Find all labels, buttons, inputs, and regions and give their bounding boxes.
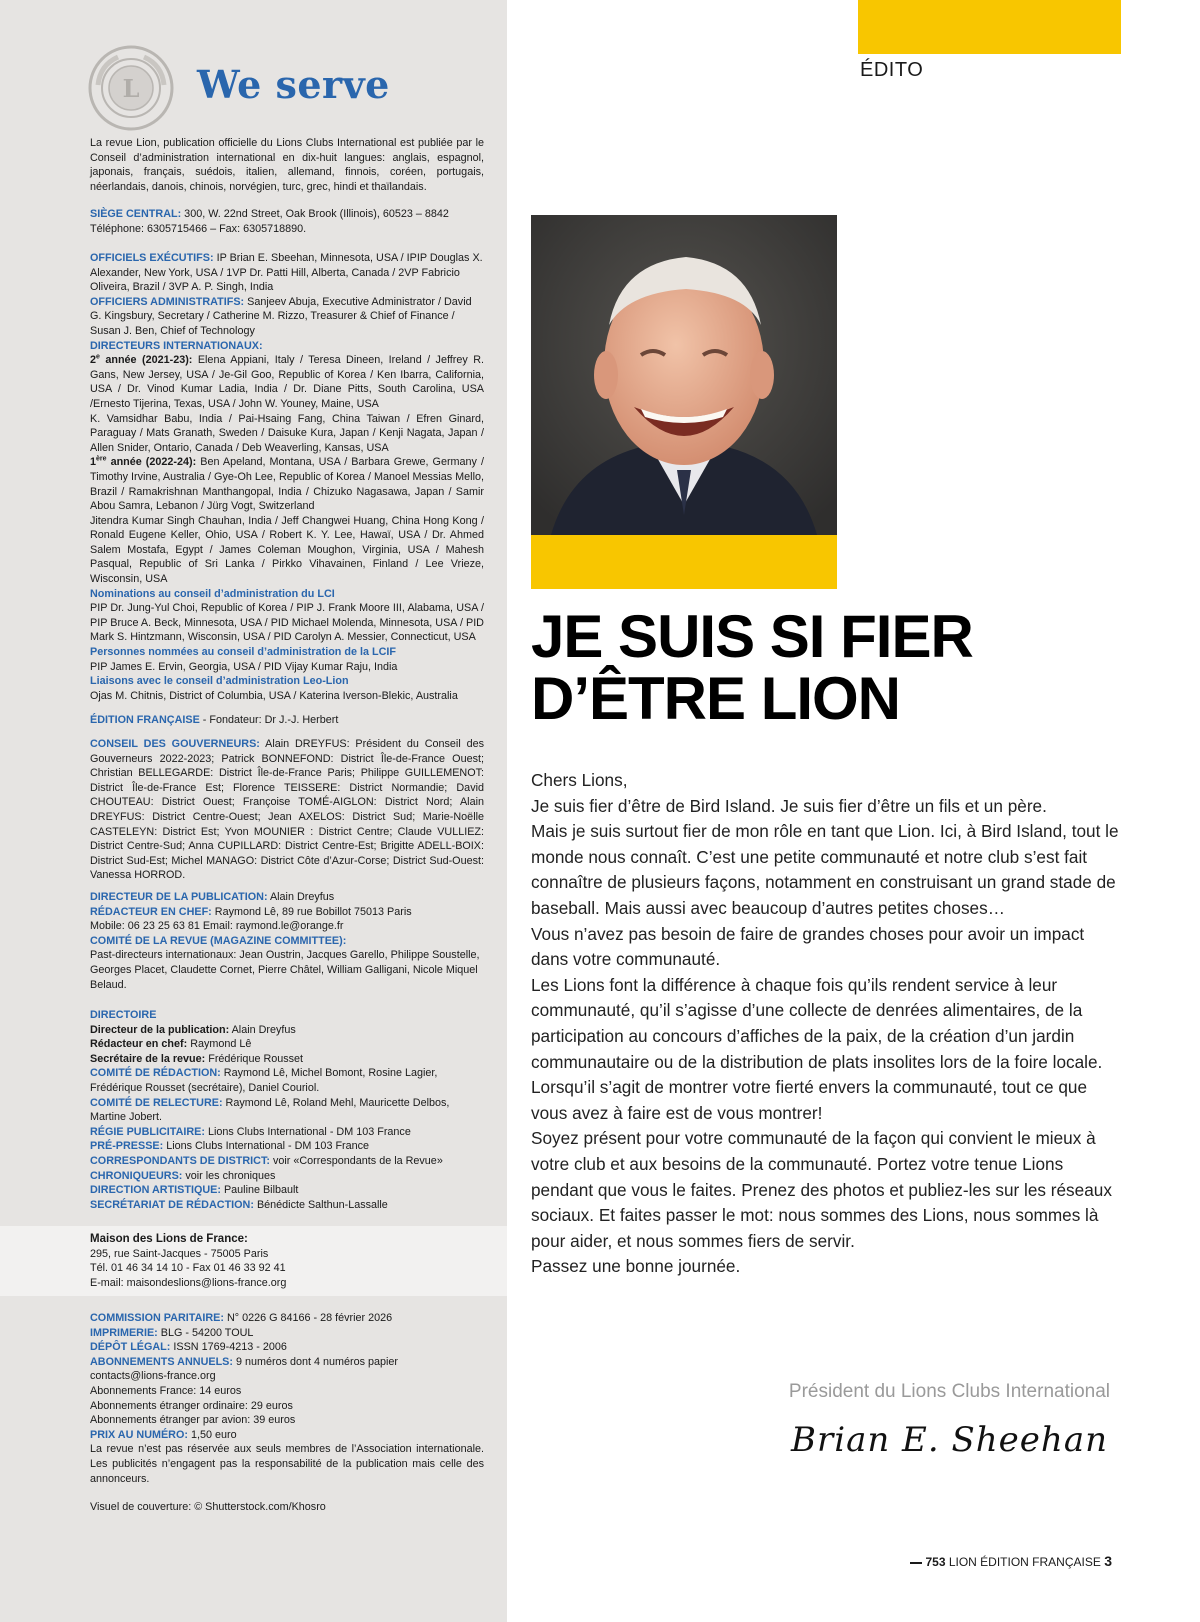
edition-block	[90, 713, 484, 728]
redac-contact: Mobile: 06 23 25 63 81 Email: raymond.le@orange.fr	[90, 920, 344, 933]
edito-paragraph: Je suis fier d’être de Bird Island. Je suis fier d’être un fils et un père.	[531, 795, 1047, 816]
siege-label: SIÈGE CENTRAL:	[90, 208, 182, 220]
annee2-label: année (2021-23):	[99, 354, 193, 367]
liaisons-text: Ojas M. Chitnis, District of Columbia, USA / Katerina Iverson-Blekic, Australia	[90, 689, 458, 702]
section-tab	[858, 0, 1121, 54]
edito-paragraph: Chers Lions,	[531, 770, 628, 790]
edition-label: ÉDITION FRANÇAISE	[90, 714, 200, 726]
portrait-illustration	[531, 215, 837, 535]
signature: Brian E. Sheehan	[790, 1420, 1108, 1460]
conseil-label: CONSEIL DES GOUVERNEURS:	[90, 738, 260, 750]
redaction-label: COMITÉ DE RÉDACTION:	[90, 1067, 221, 1080]
dir3-label: Secrétaire de la revue:	[90, 1052, 206, 1065]
maison-address: 295, rue Saint-Jacques - 75005 Paris	[90, 1247, 269, 1260]
annee2-sup: e	[96, 353, 100, 361]
nominations-label: Nominations au conseil d’administration du LCI	[90, 587, 335, 600]
annee1-text2: Jitendra Kumar Singh Chauhan, India / Jeff Changwei Huang, China Hong Kong / Ronald Eugene Keller, Ohio, USA / Robert K. Y. Lee, Hawaï, USA / Dr. Ahmed Salem Mostafa, Egypt / James Coleman Moughon, Virginia, USA / Mahesh Pasqual, Republic of Sri Lanka / Pirkko Vihavainen, Finland / Lee Vrieze, Wisconsin, USA	[90, 514, 484, 586]
officers-block	[90, 251, 484, 703]
abo-avion: Abonnements étranger par avion: 39 euros	[90, 1414, 296, 1427]
prix-text: 1,50 euro	[187, 1428, 237, 1441]
lions-logo	[88, 45, 174, 131]
cover-credit: Visuel de couverture: © Shutterstock.com/Khosro	[90, 1501, 326, 1514]
abonnements-text: 9 numéros dont 4 numéros papier	[232, 1355, 399, 1368]
section-label: ÉDITO	[860, 59, 924, 81]
prepresse-label: PRÉ-PRESSE:	[90, 1140, 164, 1153]
dirpub-label: DIRECTEUR DE LA PUBLICATION:	[90, 891, 268, 903]
edito-paragraph: Mais je suis surtout fier de mon rôle en tant que Lion. Ici, à Bird Island, tout le monde nous connaît. C’est une petite communauté et notre club s’est fait connaître de plusieurs façons, notamment en construisant un grand stade de baseball. Mais aussi avec beaucoup d’autres petites choses…	[531, 821, 1119, 918]
liaisons-label: Liaisons avec le conseil d’administration Leo-Lion	[90, 675, 349, 688]
annee1-num: 1	[90, 456, 97, 469]
imprimerie-label: IMPRIMERIE:	[90, 1326, 158, 1339]
officiels-label: OFFICIELS EXÉCUTIFS:	[90, 252, 214, 264]
edito-paragraph: Les Lions font la différence à chaque fois qu’ils rendent service à leur communauté, qu’il s’agisse d’une collecte de denrées alimentaires, de la participation au concours d’affiches de la paix, de la création d’un jardin communautaire ou de la distribution de plats insolites lors de la foire locale. Lorsqu’il s’agit de montrer votre fierté envers la communauté, tout ce que vous avez à faire est de vous montrer!	[531, 974, 1103, 1123]
dir2-label: Rédacteur en chef:	[90, 1038, 188, 1051]
president-portrait	[531, 215, 837, 535]
comite-label: COMITÉ DE LA REVUE (MAGAZINE COMMITTEE):	[90, 934, 347, 947]
relecture-text: Raymond Lê, Roland Mehl, Mauricette Delbos, Martine Jobert.	[90, 1096, 450, 1124]
publication-name: LION ÉDITION FRANÇAISE	[945, 1555, 1105, 1569]
maison-label: Maison des Lions de France:	[90, 1233, 248, 1245]
maison-email: E-mail: maisondeslions@lions-france.org	[90, 1276, 287, 1289]
edito-paragraph: Passez une bonne journée.	[531, 1256, 741, 1277]
annee2-text2: K. Vamsidhar Babu, India / Pai-Hsaing Fang, China Taiwan / Efren Ginard, Paraguay / Mats Granath, Sweden / Daisuke Kura, Japan / Kenji Nagata, Japan / Allen Snider, Ontario, Canada / Deb Weaverling, Kansas, USA	[90, 412, 484, 454]
annee1-text: Ben Apeland, Montana, USA / Barbara Grewe, Germany / Timothy Irvine, Australia / Gye-Oh Lee, Republic of Korea / Manoel Messias Mello, Brazil / Ramakrishnan Manthangopal, India / Chizuko Nagasawa, Japan / Samir Abou Samra, Lebanon / Jürg Vogt, Switzerland	[90, 456, 484, 513]
abo-email: contacts@lions-france.org	[90, 1370, 216, 1383]
annee2-text: Elena Appiani, Italy / Teresa Dineen, Ireland / Jeffrey R. Gans, New Jersey, USA / Je-Gil Goo, Republic of Korea / Ken Ibarra, California, USA / Dr. Vinod Kumar Ladia, India / Dr. Diane Pitts, South Carolina, USA /Ernesto Tijerina, Texas, USA / John W. Youney, Maine, USA	[90, 354, 484, 410]
prepresse-text: Lions Clubs International - DM 103 France	[163, 1140, 370, 1153]
dir1-label: Directeur de la publication:	[90, 1023, 230, 1036]
secretariat-text: Bénédicte Salthun-Lassalle	[253, 1198, 388, 1211]
directoire-block	[90, 1008, 484, 1212]
depot-text: ISSN 1769-4213 - 2006	[170, 1341, 287, 1354]
relecture-label: COMITÉ DE RELECTURE:	[90, 1096, 223, 1109]
issue-number: 753	[925, 1555, 946, 1569]
officiels-text: IP Brian E. Sbeehan, Minnesota, USA / IPIP Douglas X. Alexander, New York, USA / 1VP Dr. Patti Hill, Alberta, Canada / 2VP Fabricio Oliveira, Brazil / 3VP A. P. Singh, India	[90, 252, 483, 294]
masthead-intro-block	[90, 136, 484, 194]
da-text: Pauline Bilbault	[220, 1184, 299, 1197]
page-number: 3	[1104, 1553, 1112, 1569]
edito-title-line-1: JE SUIS SI FIER	[531, 603, 973, 670]
officiers-text: Sanjeev Abuja, Executive Administrator / David G. Kingsbury, Secretary / Catherine M. Rizzo, Treasurer & Chief of Finance / Susan J. Ben, Chief of Technology	[90, 295, 472, 337]
directoire-label: DIRECTOIRE	[90, 1009, 157, 1021]
edito-title	[531, 603, 1131, 732]
siege-phone: Téléphone: 6305715466 – Fax: 6305718890.	[90, 222, 307, 235]
reserve-text: La revue n’est pas réservée aux seuls membres de l’Association internationale. Les publicités n’engagent pas la responsabilité de la publication mais celle des annonceurs.	[90, 1443, 484, 1485]
comite-text: Past-directeurs internationaux: Jean Oustrin, Jacques Garello, Philippe Soustelle, Georges Placet, Claudette Cornet, Pierre Châtel, William Galligani, Nicole Miquel Belaud.	[90, 949, 480, 991]
prix-label: PRIX AU NUMÉRO:	[90, 1428, 188, 1441]
abonnements-label: ABONNEMENTS ANNUELS:	[90, 1355, 233, 1368]
regie-label: RÉGIE PUBLICITAIRE:	[90, 1125, 205, 1138]
annee1-sup: ère	[96, 455, 107, 463]
signature-role: Président du Lions Clubs International	[788, 1381, 1110, 1402]
officiers-label: OFFICIERS ADMINISTRATIFS:	[90, 295, 245, 308]
chroniqueurs-label: CHRONIQUEURS:	[90, 1169, 183, 1182]
edito-body	[531, 768, 1121, 1280]
edito-paragraph: Soyez présent pour votre communauté de la façon qui convient le mieux à votre club et aux besoins de la communauté. Portez votre tenue Lions pendant que vous le faites. Prenez des photos et publiez-les sur les réseaux sociaux. Et faites passer le mot: nous sommes des Lions, nous sommes là pour aider, et nous sommes fiers de servir.	[531, 1128, 1112, 1251]
annee2-num: 2	[90, 354, 97, 367]
chroniqueurs-text: voir les chroniques	[182, 1169, 276, 1182]
nominations-text: PIP Dr. Jung-Yul Choi, Republic of Korea / PIP J. Frank Moore III, Alabama, USA / PIP Bruce A. Beck, Minnesota, USA / PID Michael Molenda, Minnesota, USA / PID Mark S. Hintzmann, Wisconsin, USA / PID Carolyn A. Messier, Connecticut, USA	[90, 602, 484, 644]
imprimerie-text: BLG - 54200 TOUL	[157, 1326, 254, 1339]
conseil-block	[90, 737, 484, 883]
commission-text: N° 0226 G 84166 - 28 février 2026	[223, 1312, 393, 1324]
edito-paragraph: Vous n’avez pas besoin de faire de grandes choses pour avoir un impact dans votre communauté.	[531, 923, 1085, 970]
siege-text: 300, W. 22nd Street, Oak Brook (Illinois), 60523 – 8842	[181, 208, 449, 220]
legal-block	[90, 1311, 484, 1515]
we-serve-slogan: We serve	[197, 62, 390, 107]
footer-dash	[910, 1562, 922, 1564]
svg-text:L: L	[122, 74, 140, 103]
page-footer	[910, 1553, 1112, 1569]
conseil-text: Alain DREYFUS: Président du Conseil des Gouverneurs 2022-2023; Patrick BONNEFOND: District Île-de-France Ouest; Christian BELLEGARDE: District Île-de-France Paris; Philippe GUILLEMENOT: District Île-de-France Est; Florence TEISSERE: District Normandie; David CHOUTEAU: District Ouest; Françoise TOMÉ-AIGLON: District Nord; Alain DREYFUS: District Centre-Ouest; Jean AXELOS: District Sud; Marie-Noëlle CASTELEYN: District Est; Yvon MOUNIER : District Centre; Claude VULLIEZ: District Centre-Sud; Anna CUPILLARD: District Centre-Est; Brigitte ADELL-BOIX: District Sud-Est; Michel MANAGO: District Côte d’Azur-Corse; District Sud-Ouest: Vanessa HORROD.	[90, 738, 484, 882]
siege-block	[90, 207, 484, 236]
regie-text: Lions Clubs International - DM 103 France	[204, 1125, 411, 1138]
publication-block	[90, 890, 484, 992]
personnes-label: Personnes nommées au conseil d’administration de la LCIF	[90, 646, 396, 659]
maison-block	[90, 1232, 484, 1290]
commission-label: COMMISSION PARITAIRE:	[90, 1312, 224, 1324]
redac-text: Raymond Lê, 89 rue Bobillot 75013 Paris	[211, 905, 412, 918]
masthead-intro: La revue Lion, publication officielle du Lions Clubs International est publiée par le Conseil d’administration international en dix-huit langues: anglais, espagnol, japonais, français, suédois, italien, allemand, finnois, coréen, portugais, néerlandais, danois, chinois, norvégien, turc, grec, hindi et thaïlandais.	[90, 137, 484, 193]
depot-label: DÉPÔT LÉGAL:	[90, 1341, 171, 1354]
abo-etranger: Abonnements étranger ordinaire: 29 euros	[90, 1399, 293, 1412]
redaction-text: Raymond Lê, Michel Bomont, Rosine Lagier, Frédérique Rousset (secrétaire), Daniel Couriol.	[90, 1067, 438, 1094]
da-label: DIRECTION ARTISTIQUE:	[90, 1184, 221, 1197]
portrait-yellow-bar	[531, 535, 837, 589]
dirpub-text: Alain Dreyfus	[267, 891, 335, 903]
dir2-text: Raymond Lê	[187, 1038, 252, 1051]
redac-label: RÉDACTEUR EN CHEF:	[90, 905, 212, 918]
secretariat-label: SECRÉTARIAT DE RÉDACTION:	[90, 1198, 254, 1211]
dir1-text: Alain Dreyfus	[229, 1023, 296, 1036]
personnes-text: PIP James E. Ervin, Georgia, USA / PID Vijay Kumar Raju, India	[90, 660, 398, 673]
annee1-label: année (2022-24):	[106, 456, 197, 469]
maison-phone: Tél. 01 46 34 14 10 - Fax 01 46 33 92 41	[90, 1262, 286, 1275]
edito-title-line-2: D’ÊTRE LION	[531, 665, 901, 732]
dir3-text: Frédérique Rousset	[205, 1052, 304, 1065]
abo-france: Abonnements France: 14 euros	[90, 1384, 242, 1397]
directeurs-label: DIRECTEURS INTERNATIONAUX:	[90, 339, 263, 352]
correspondants-text: voir «Correspondants de la Revue»	[269, 1154, 443, 1167]
correspondants-label: CORRESPONDANTS DE DISTRICT:	[90, 1154, 270, 1167]
edition-text: - Fondateur: Dr J.-J. Herbert	[199, 714, 339, 726]
